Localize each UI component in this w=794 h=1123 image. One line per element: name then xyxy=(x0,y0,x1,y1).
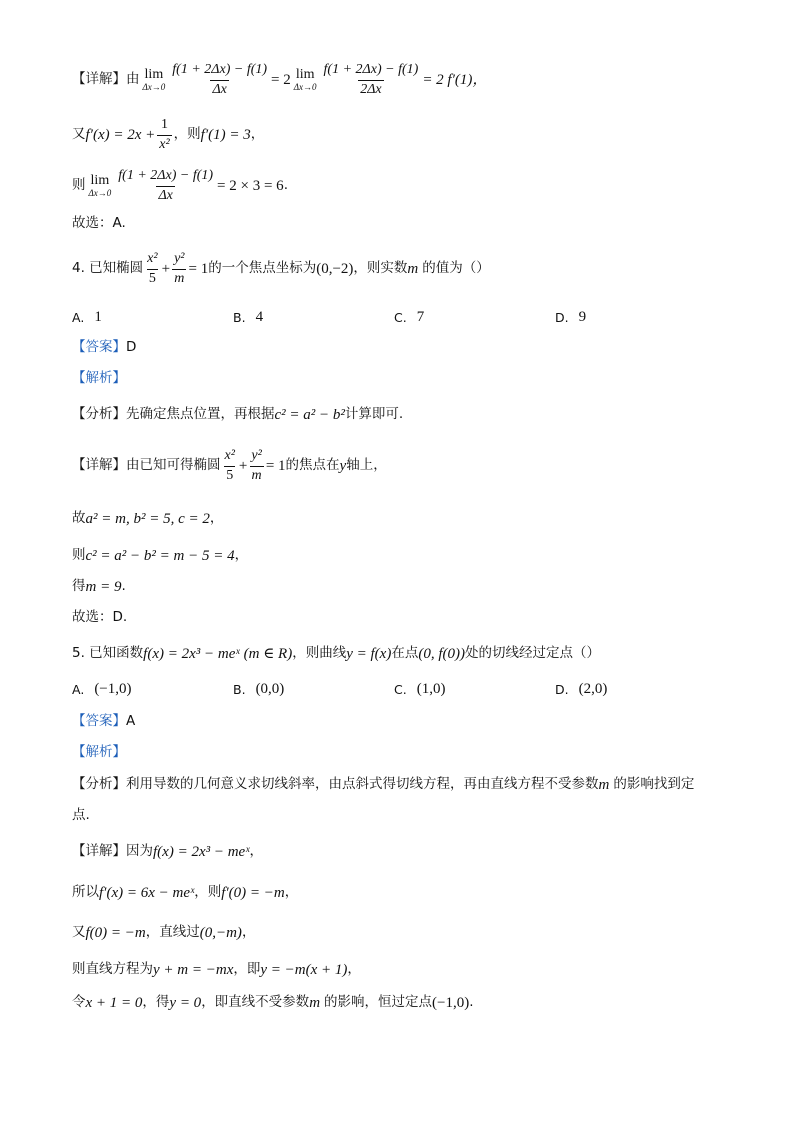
lim-word: lim xyxy=(144,67,164,82)
math: x + 1 = 0 xyxy=(85,994,143,1011)
analysis-tag: 【解析】 xyxy=(72,370,126,387)
math: (0,−2) xyxy=(316,260,354,277)
fraction xyxy=(145,252,159,286)
text: 由已知可得椭圆 xyxy=(126,457,221,474)
option-value: 4 xyxy=(255,308,264,325)
fraction xyxy=(223,449,237,483)
q4-detail-line-4 xyxy=(72,577,126,597)
q5-detail-line-3 xyxy=(72,922,255,944)
denominator: 5 xyxy=(148,270,156,286)
text: 因为 xyxy=(126,843,153,860)
denominator: Δx xyxy=(158,187,173,203)
text: 则直线方程为 xyxy=(72,961,153,978)
option-value: 9 xyxy=(578,308,587,325)
fraction xyxy=(170,63,269,97)
text: . xyxy=(283,177,288,194)
lim-word: lim xyxy=(90,173,110,188)
q5-detail-line-1 xyxy=(72,841,263,863)
text: ，直线过 xyxy=(145,924,200,941)
math: a² = m, b² = 5, c = 2 xyxy=(85,510,210,527)
math-variable: m xyxy=(407,260,419,277)
detail-tag: 【详解】 xyxy=(72,71,126,88)
option-b[interactable] xyxy=(233,679,394,699)
math: f′(x) = 6x − meˣ xyxy=(99,884,195,901)
fraction xyxy=(157,118,171,152)
numerator: x² xyxy=(147,250,158,266)
q4-stem xyxy=(72,248,490,290)
option-value: 7 xyxy=(416,308,425,325)
math: (0, f(0)) xyxy=(418,645,465,662)
text: 的值为（） xyxy=(422,260,490,277)
option-c[interactable] xyxy=(394,679,555,699)
denominator: x² xyxy=(159,136,170,152)
denominator: m xyxy=(251,467,262,483)
text: ，则曲线 xyxy=(292,645,347,662)
math: f′(x) = 2x + xyxy=(85,126,156,143)
text: ，则 xyxy=(173,126,201,143)
limit-operator xyxy=(294,68,317,92)
text: 故选：D. xyxy=(72,609,128,626)
fraction xyxy=(249,449,263,483)
lim-word: lim xyxy=(295,67,315,82)
text: . xyxy=(469,994,474,1011)
math-variable: y xyxy=(339,457,347,474)
text: ，得 xyxy=(142,994,170,1011)
limit-operator xyxy=(143,68,166,92)
numerator: 1 xyxy=(160,116,168,132)
text: 处的切线经过定点（） xyxy=(464,645,600,662)
option-a[interactable] xyxy=(72,307,233,327)
text: 的一个焦点坐标为 xyxy=(208,260,317,277)
q4-choice xyxy=(72,609,127,627)
option-key: C. xyxy=(394,681,407,697)
limit-operator xyxy=(89,174,112,198)
text: 的焦点在 xyxy=(285,457,340,474)
question-number: 5. 已知函数 xyxy=(72,645,144,662)
math: y = f(x) xyxy=(346,645,392,662)
q5-detail-line-5 xyxy=(72,992,474,1014)
numerator: f(1 + 2Δx) − f(1) xyxy=(323,61,419,77)
math: (−1,0) xyxy=(432,994,470,1011)
q4-detail-line-1 xyxy=(72,446,387,486)
text: 点. xyxy=(72,807,90,824)
option-key: D. xyxy=(555,309,569,325)
math: f(x) = 2x³ − meˣ xyxy=(153,843,250,860)
text: ， xyxy=(250,126,265,143)
math: = 2 × 3 = 6 xyxy=(217,177,284,194)
math: = 2 f′(1)， xyxy=(422,71,488,88)
q4-detail-line-3 xyxy=(72,545,248,567)
q5-detail-line-4 xyxy=(72,959,361,981)
fraction xyxy=(116,169,215,203)
q5-options xyxy=(72,679,752,699)
answer-value: D xyxy=(126,339,137,356)
text: ， xyxy=(284,884,299,901)
detail-tag: 【详解】 xyxy=(72,457,126,474)
option-d[interactable] xyxy=(555,679,716,699)
math-variable: m xyxy=(309,994,321,1011)
math: y + m = −mx xyxy=(153,961,234,978)
analyze-tag: 【分析】 xyxy=(72,776,126,793)
text: ，则 xyxy=(194,884,222,901)
option-d[interactable] xyxy=(555,307,716,327)
option-key: D. xyxy=(555,681,569,697)
text: 所以 xyxy=(72,884,99,901)
answer-tag: 【答案】 xyxy=(72,339,126,356)
math: + xyxy=(238,457,248,474)
q4-analyze xyxy=(72,404,403,426)
analysis-tag: 【解析】 xyxy=(72,744,126,761)
option-key: A. xyxy=(72,309,85,325)
math: y = −m(x + 1) xyxy=(260,961,348,978)
text: 计算即可. xyxy=(344,406,404,423)
analyze-tag: 【分析】 xyxy=(72,406,126,423)
q5-analysis-heading xyxy=(72,744,126,762)
lim-subscript: Δx→0 xyxy=(293,82,317,92)
q3-detail-line-1 xyxy=(72,62,487,98)
option-a[interactable] xyxy=(72,679,233,699)
q3-choice xyxy=(72,215,126,233)
math: c² = a² − b² xyxy=(274,406,345,423)
math: (0,−m) xyxy=(199,924,242,941)
q4-options xyxy=(72,307,752,327)
fraction xyxy=(322,63,421,97)
q3-detail-line-2 xyxy=(72,116,264,154)
text: ， xyxy=(234,547,249,564)
text: 又 xyxy=(72,126,86,143)
option-c[interactable] xyxy=(394,307,555,327)
q4-answer xyxy=(72,339,136,357)
math: f(0) = −m xyxy=(85,924,146,941)
math: f′(1) = 3 xyxy=(200,126,251,143)
denominator: Δx xyxy=(212,81,227,97)
question-number: 4. 已知椭圆 xyxy=(72,260,144,277)
denominator: 5 xyxy=(226,467,234,483)
option-b[interactable] xyxy=(233,307,394,327)
text: ，即 xyxy=(233,961,261,978)
numerator: f(1 + 2Δx) − f(1) xyxy=(172,61,268,77)
q3-detail-line-3 xyxy=(72,168,288,204)
fraction xyxy=(172,252,186,286)
math: m = 9 xyxy=(85,578,122,595)
q4-detail-line-2 xyxy=(72,508,223,530)
math: f(x) = 2x³ − meˣ xyxy=(143,645,240,662)
lim-subscript: Δx→0 xyxy=(142,82,166,92)
numerator: y² xyxy=(251,447,262,463)
text: ， xyxy=(241,924,256,941)
text: ， xyxy=(249,843,263,860)
text: ，即直线不受参数 xyxy=(201,994,310,1011)
option-value: (−1,0) xyxy=(94,680,132,697)
option-key: B. xyxy=(233,309,246,325)
q5-analyze-line-1 xyxy=(72,774,694,796)
math: c² = a² − b² = m − 5 = 4 xyxy=(85,547,235,564)
text: ，则实数 xyxy=(353,260,408,277)
option-key: A. xyxy=(72,681,85,697)
lim-subscript: Δx→0 xyxy=(88,188,112,198)
denominator: 2Δx xyxy=(360,81,382,97)
detail-tag: 【详解】 xyxy=(72,843,126,860)
math: y = 0 xyxy=(169,994,202,1011)
text: . xyxy=(121,578,126,595)
math: (m ∈ R) xyxy=(243,645,293,662)
q5-answer xyxy=(72,713,135,731)
numerator: x² xyxy=(224,447,235,463)
option-value: (0,0) xyxy=(255,680,285,697)
text: 由 xyxy=(126,71,140,88)
option-value: (1,0) xyxy=(416,680,446,697)
text: 故 xyxy=(72,510,86,527)
text: 在点 xyxy=(391,645,419,662)
answer-tag: 【答案】 xyxy=(72,713,126,730)
math: = 1 xyxy=(265,457,286,474)
text: ， xyxy=(347,961,361,978)
denominator: m xyxy=(174,270,185,286)
option-key: C. xyxy=(394,309,407,325)
text: 则 xyxy=(72,177,86,194)
option-key: B. xyxy=(233,681,246,697)
q5-analyze-line-2 xyxy=(72,806,90,826)
option-value: (2,0) xyxy=(578,680,608,697)
numerator: y² xyxy=(174,250,185,266)
numerator: f(1 + 2Δx) − f(1) xyxy=(118,167,214,183)
text: 利用导数的几何意义求切线斜率，由点斜式得切线方程，再由直线方程不受参数 xyxy=(126,776,599,793)
q5-detail-line-2 xyxy=(72,882,298,904)
answer-value: A xyxy=(126,713,136,730)
text: 先确定焦点位置，再根据 xyxy=(126,406,275,423)
text: 的影响，恒过定点 xyxy=(324,994,433,1011)
math-variable: m xyxy=(598,776,610,793)
math: = 2 xyxy=(271,71,291,88)
q5-stem xyxy=(72,643,600,665)
text: 得 xyxy=(72,578,86,595)
math: f′(0) = −m xyxy=(221,884,285,901)
text: 又 xyxy=(72,924,86,941)
text: 的影响找到定 xyxy=(613,776,695,793)
text: 则 xyxy=(72,547,86,564)
q4-analysis-heading xyxy=(72,370,126,388)
text: ， xyxy=(209,510,224,527)
text: 故选：A. xyxy=(72,215,126,232)
text: 令 xyxy=(72,994,86,1011)
math: = 1 xyxy=(188,260,209,277)
math: + xyxy=(161,260,171,277)
text: 轴上， xyxy=(346,457,387,474)
option-value: 1 xyxy=(94,308,102,325)
